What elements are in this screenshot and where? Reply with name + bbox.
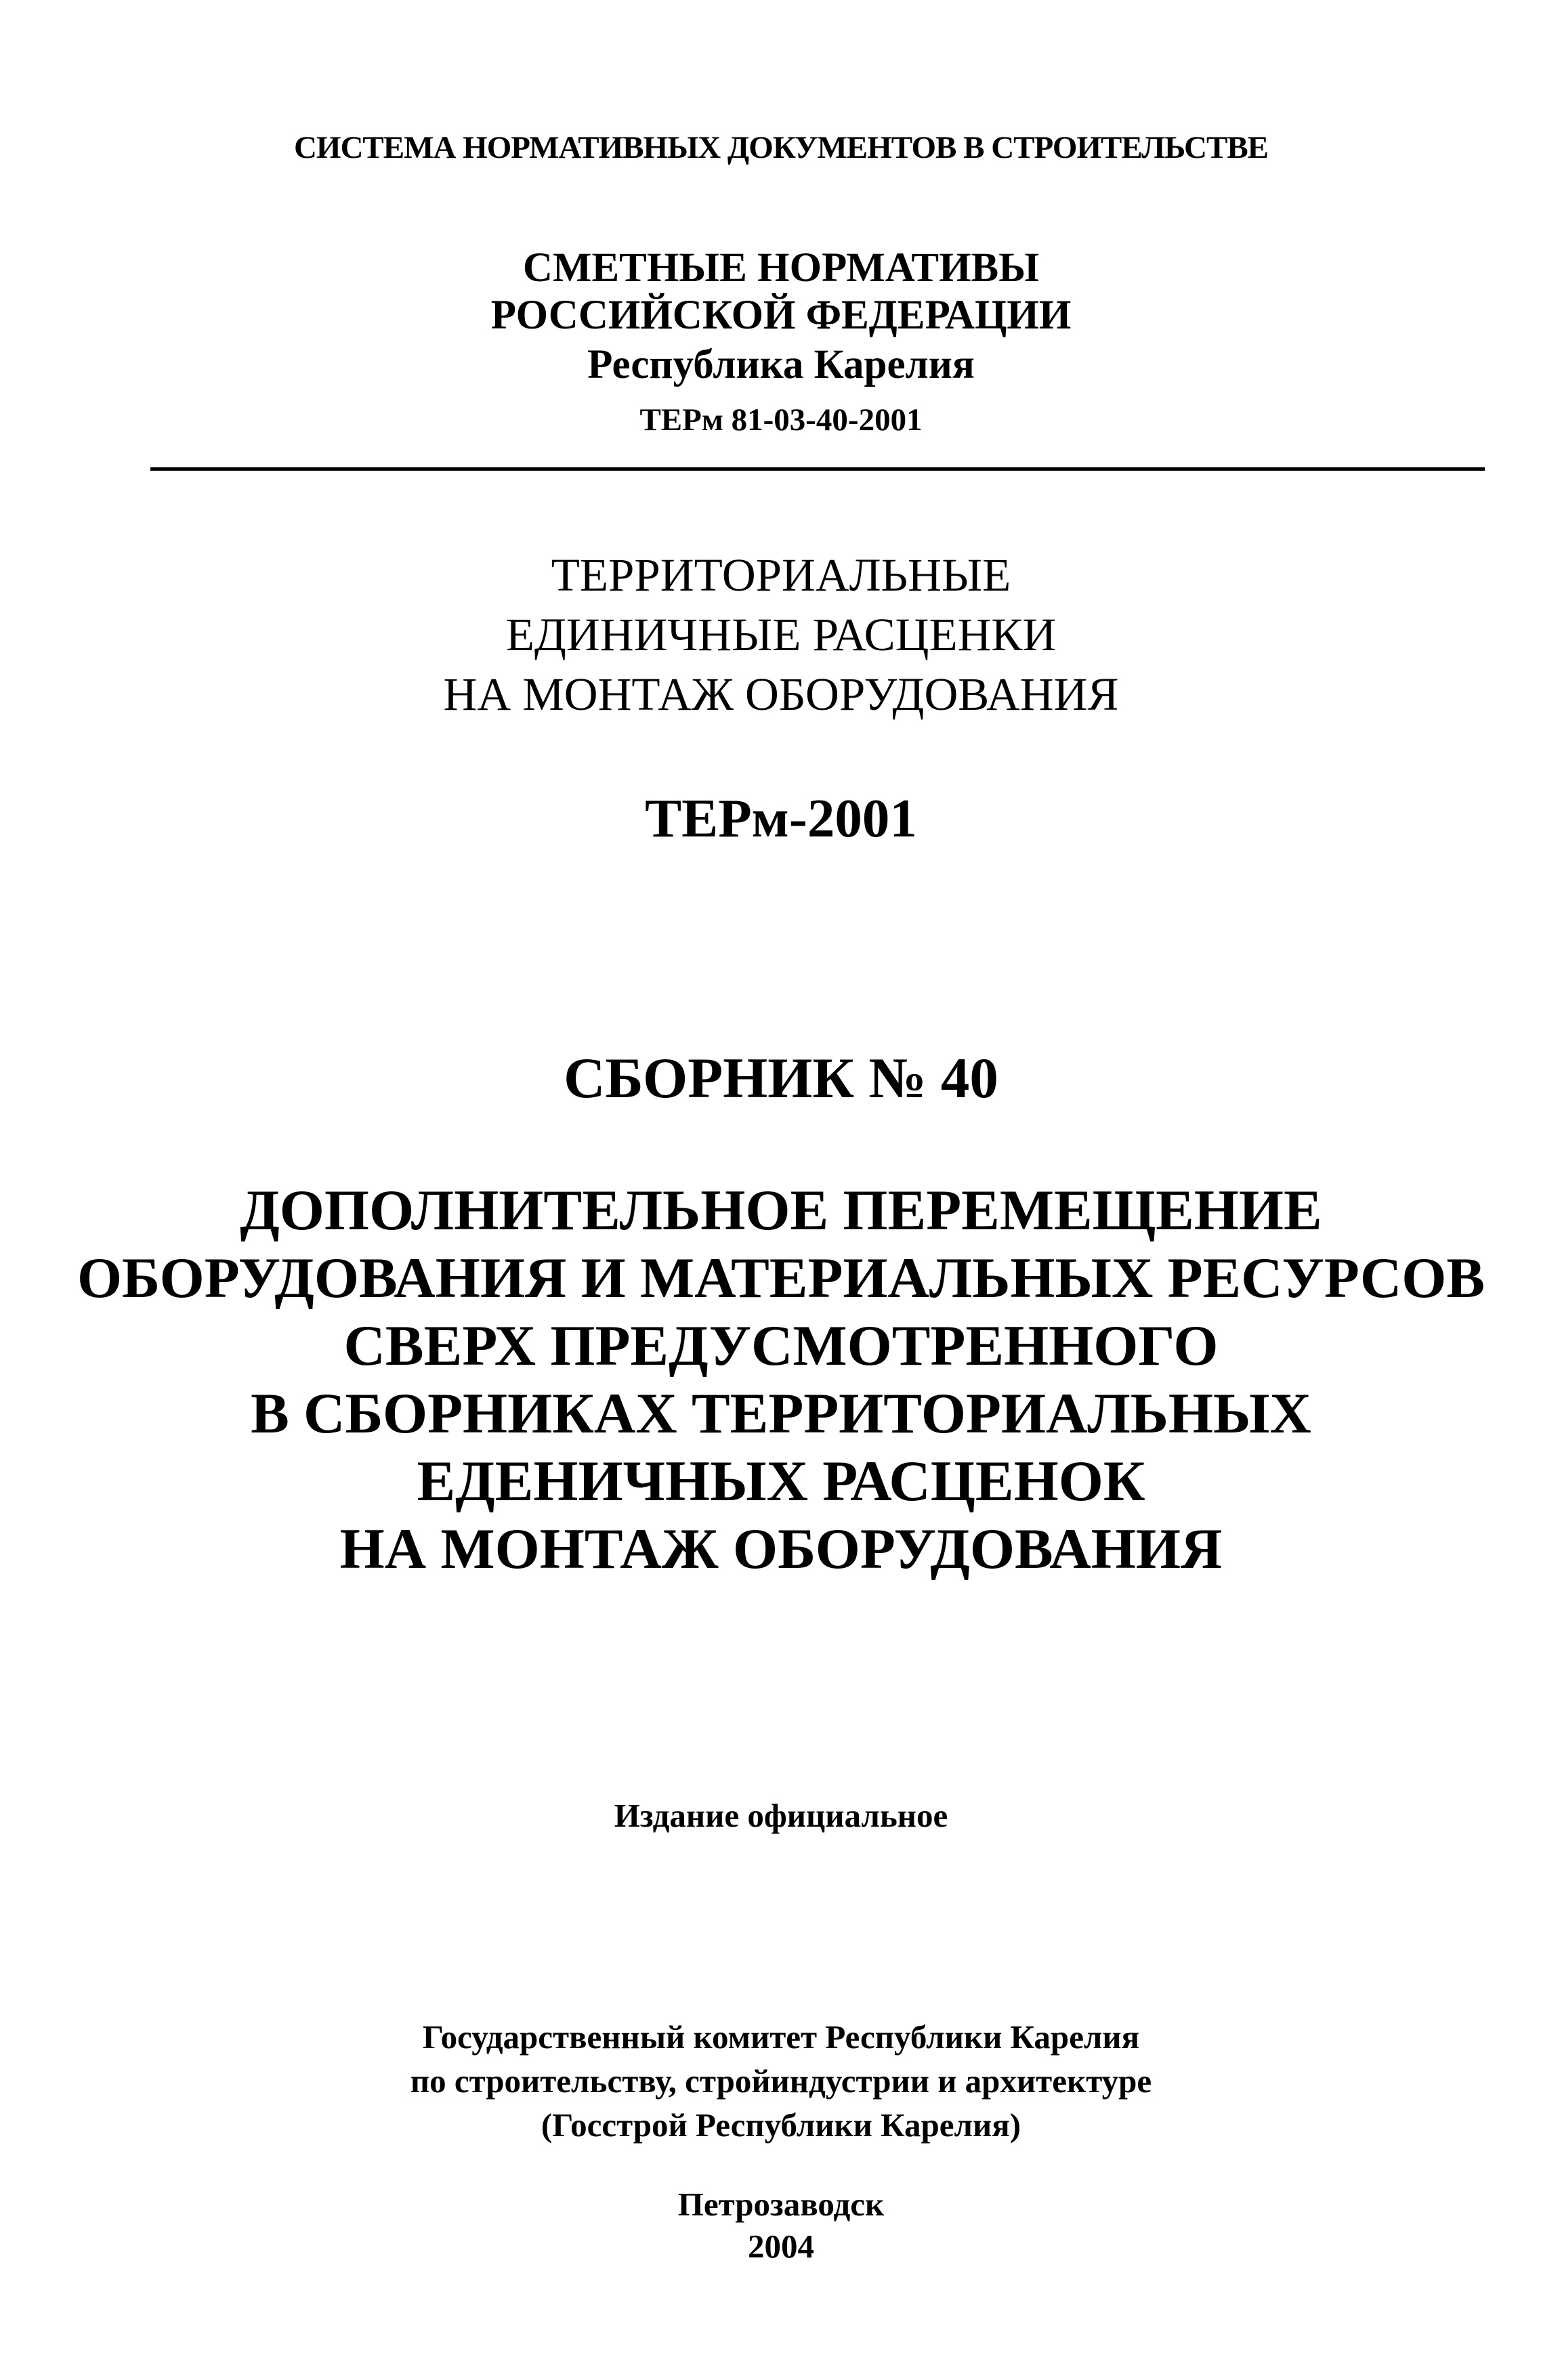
horizontal-divider bbox=[150, 467, 1485, 471]
collection-title-line-3: СВЕРХ ПРЕДУСМОТРЕННОГО bbox=[343, 1314, 1219, 1378]
territorial-line-2: ЕДИНИЧНЫЕ РАСЦЕНКИ bbox=[505, 609, 1057, 660]
imprint-city: Петрозаводск bbox=[677, 2186, 885, 2223]
collection-title-line-2: ОБОРУДОВАНИЯ И МАТЕРИАЛЬНЫХ РЕСУРСОВ bbox=[77, 1246, 1485, 1310]
territorial-line-3: НА МОНТАЖ ОБОРУДОВАНИЯ bbox=[443, 668, 1119, 720]
publisher-line-3: (Госстрой Республики Карелия) bbox=[541, 2106, 1021, 2144]
region-name: Республика Карелия bbox=[587, 342, 975, 387]
publisher-line-1: Государственный комитет Республики Карелия bbox=[422, 2018, 1140, 2056]
collection-title-line-6: НА МОНТАЖ ОБОРУДОВАНИЯ bbox=[339, 1517, 1223, 1581]
document-code: ТЕРм 81-03-40-2001 bbox=[639, 402, 923, 438]
territorial-line-1: ТЕРРИТОРИАЛЬНЫЕ bbox=[551, 549, 1011, 601]
collection-number: СБОРНИК № 40 bbox=[564, 1046, 998, 1110]
publisher-line-2: по строительству, стройиндустрии и архитектуре bbox=[410, 2062, 1152, 2100]
imprint-year: 2004 bbox=[748, 2228, 814, 2265]
system-header: СИСТЕМА НОРМАТИВНЫХ ДОКУМЕНТОВ В СТРОИТЕЛЬСТВЕ bbox=[293, 130, 1269, 165]
collection-title-line-4: В СБОРНИКАХ ТЕРРИТОРИАЛЬНЫХ bbox=[251, 1382, 1311, 1445]
collection-title-line-5: ЕДЕНИЧНЫХ РАСЦЕНОК bbox=[417, 1449, 1145, 1513]
edition-note: Издание официальное bbox=[614, 1797, 948, 1834]
standard-name: ТЕРм-2001 bbox=[645, 788, 917, 849]
norms-title-line-2: РОССИЙСКОЙ ФЕДЕРАЦИИ bbox=[490, 293, 1072, 338]
norms-title-line-1: СМЕТНЫЕ НОРМАТИВЫ bbox=[522, 245, 1040, 291]
collection-title-line-1: ДОПОЛНИТЕЛЬНОЕ ПЕРЕМЕЩЕНИЕ bbox=[240, 1178, 1322, 1242]
